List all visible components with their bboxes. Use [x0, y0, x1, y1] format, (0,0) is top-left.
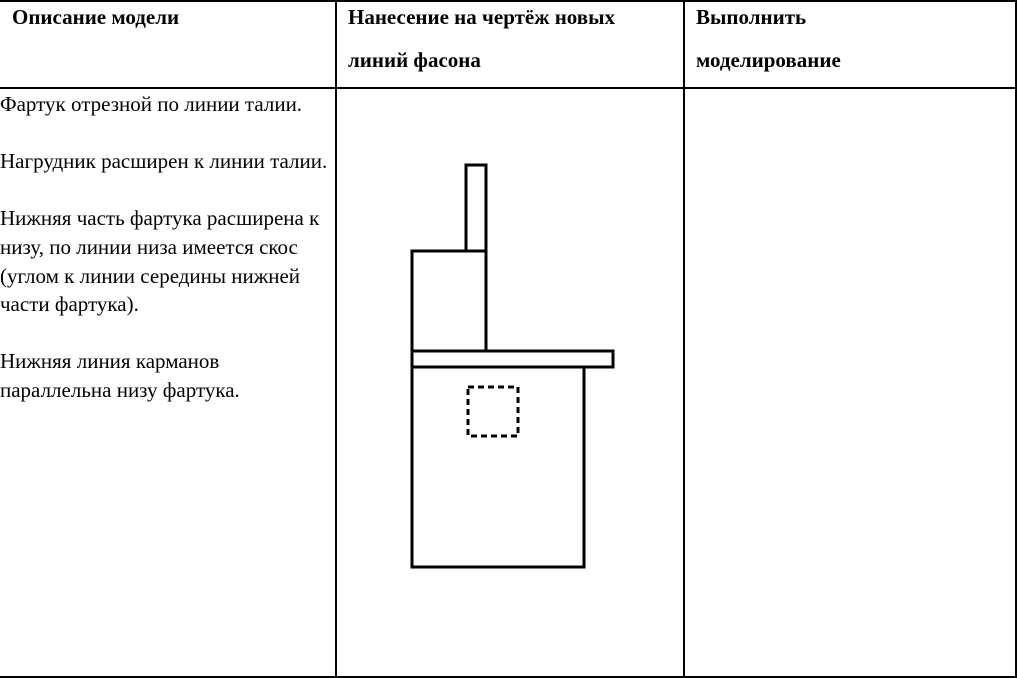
apron-waistband [412, 351, 613, 367]
header-new-style-lines-line1: Нанесение на чертёж новых [348, 5, 616, 29]
model-description-cell [0, 90, 332, 433]
modeling-cell [685, 89, 1015, 676]
description-paragraph-waist-cut: Фартук отрезной по линии талии. [0, 92, 303, 116]
description-paragraph-lower-part: Нижняя часть фартука расширена к низу, по линии низа имеется скос (углом к линии середины нижней части фартука). [0, 206, 320, 317]
description-paragraph-pockets: Нижняя линия карманов параллельна низу фартука. [0, 349, 240, 402]
column-divider-1 [335, 0, 337, 678]
header-do-modeling [696, 0, 841, 82]
apron-bib [412, 251, 486, 351]
apron-strap [466, 165, 486, 251]
apron-pocket [468, 387, 518, 436]
header-do-modeling-line1: Выполнить [696, 5, 807, 29]
apron-pattern-drawing [338, 90, 678, 590]
description-paragraph-bib: Нагрудник расширен к линии талии. [0, 149, 328, 174]
header-model-description [12, 0, 179, 39]
header-new-style-lines [348, 0, 615, 82]
header-do-modeling-line2: моделирование [696, 48, 841, 72]
apron-lower-part [412, 367, 584, 567]
header-model-description-line1: Описание модели [12, 5, 180, 29]
header-new-style-lines-line2: линий фасона [348, 48, 481, 72]
